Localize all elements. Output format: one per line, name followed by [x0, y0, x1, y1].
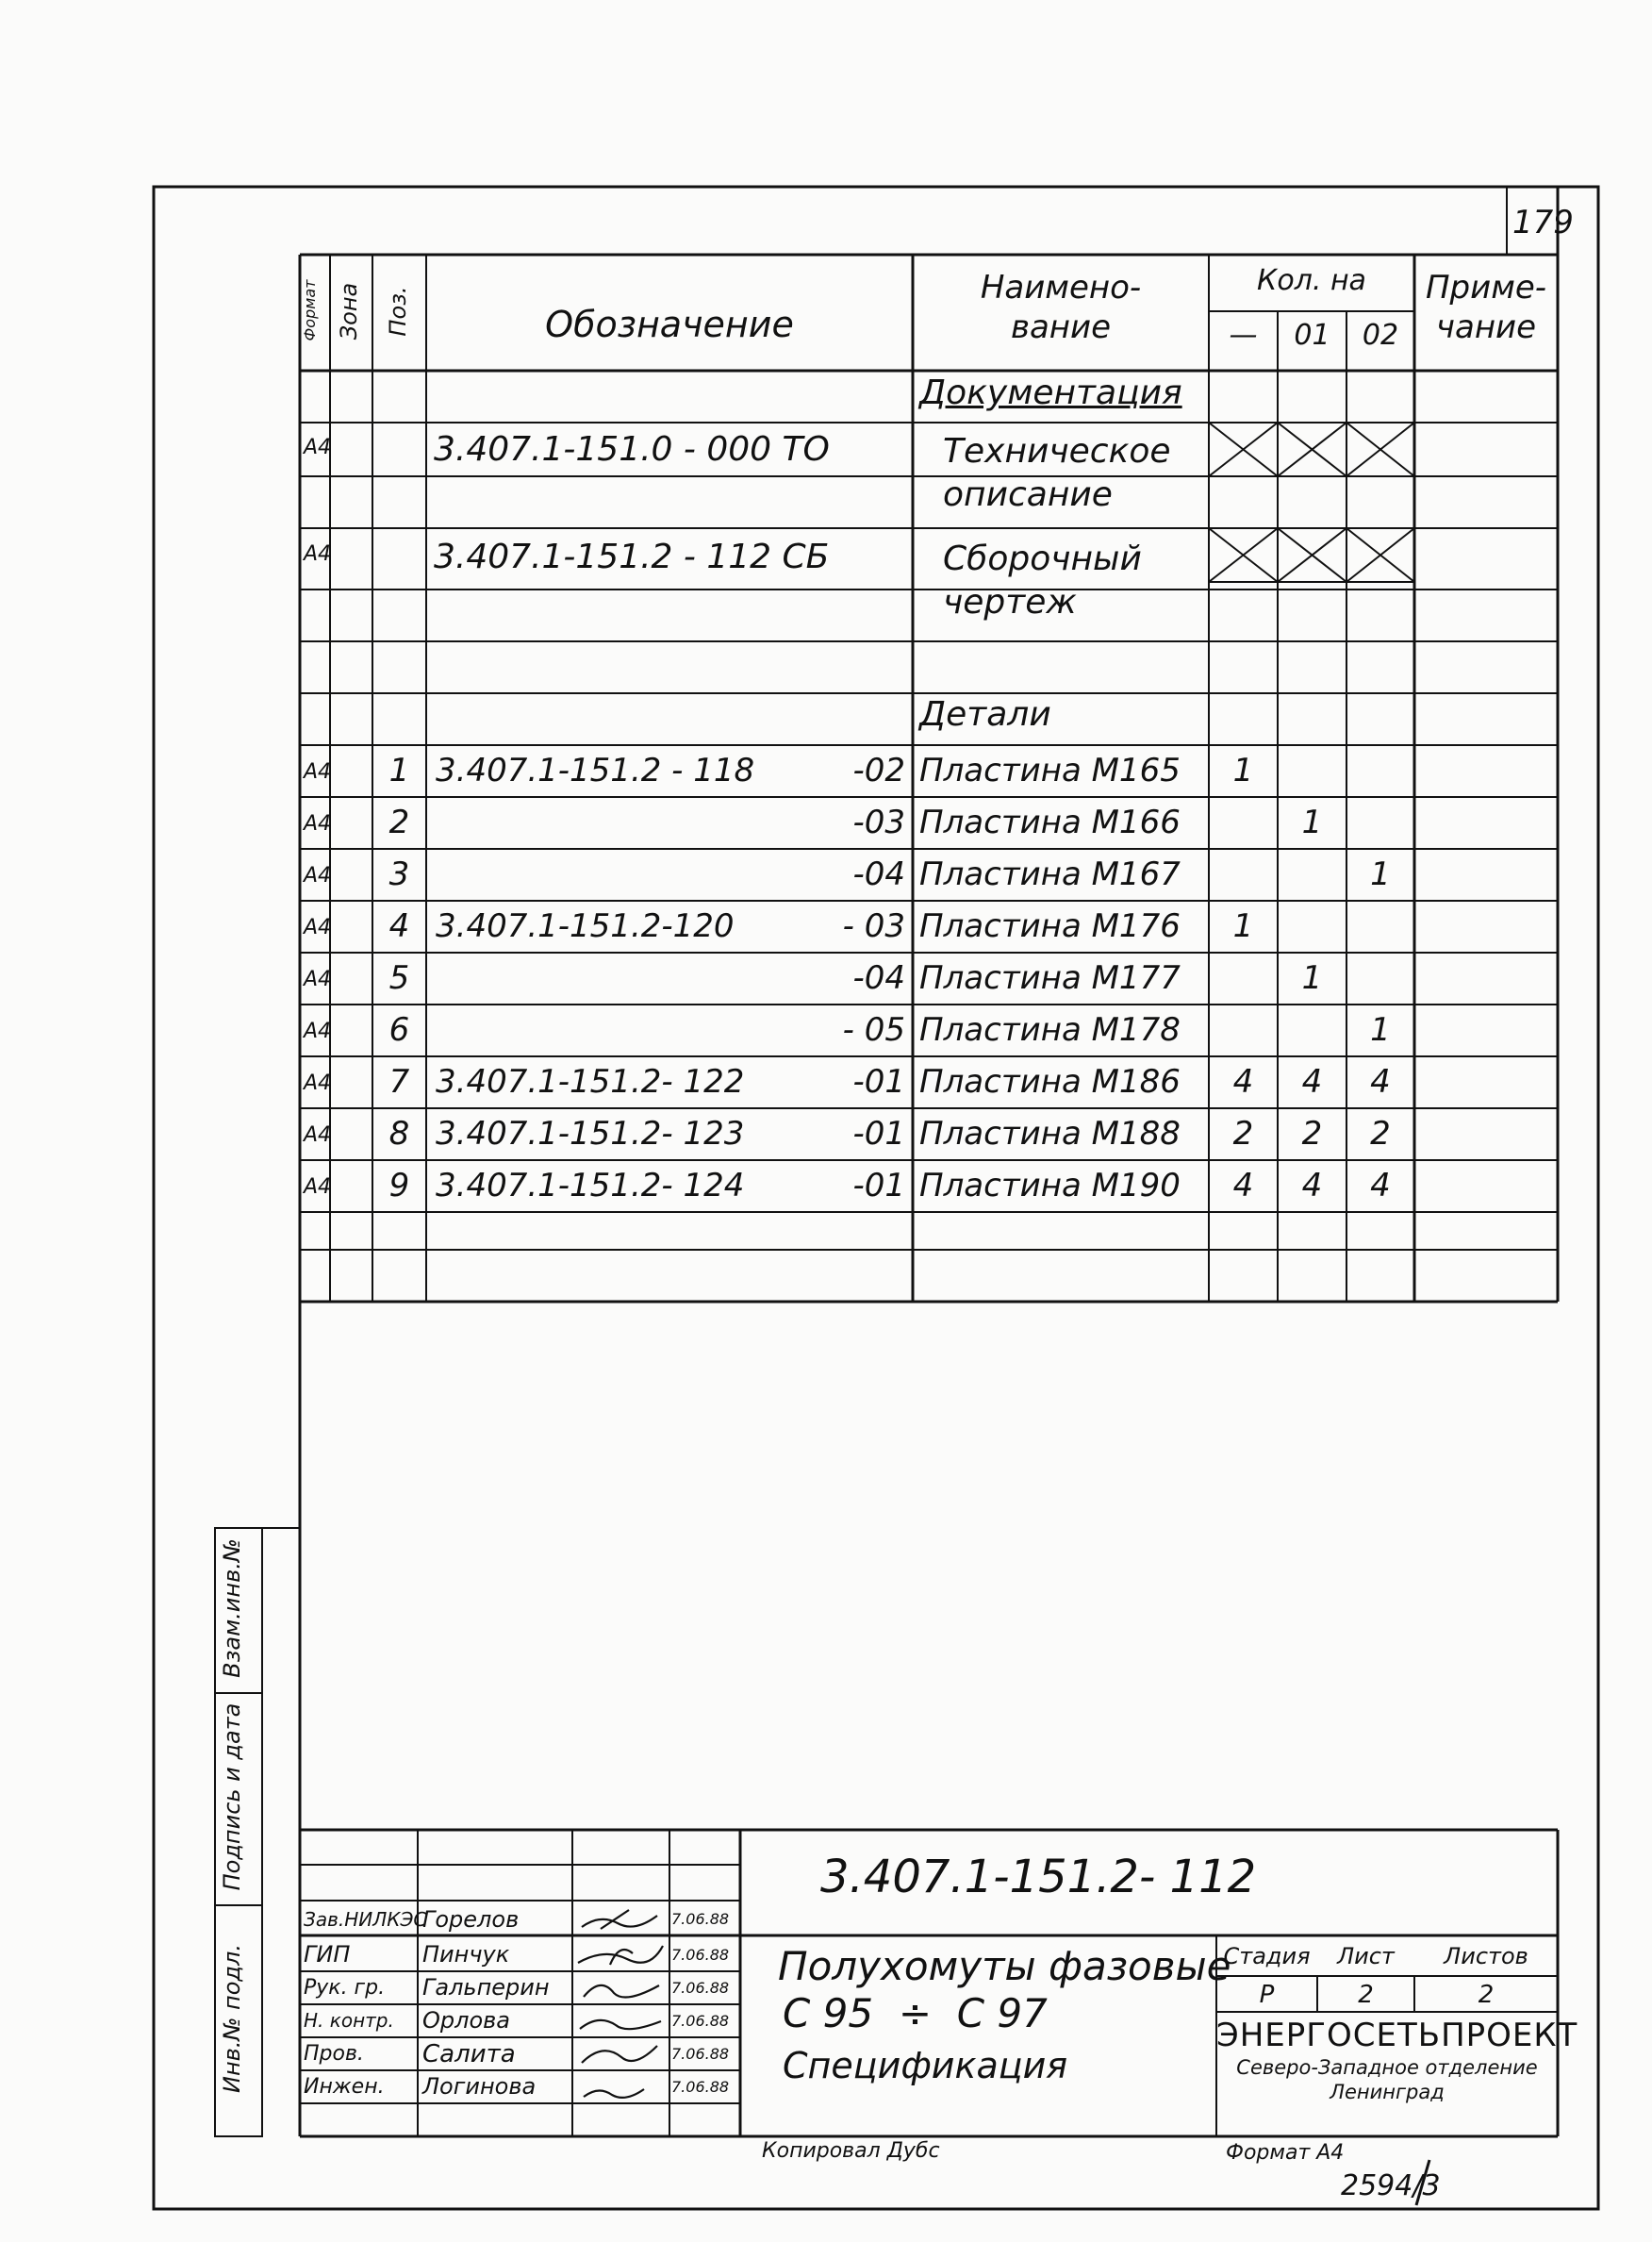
row-format: А4: [304, 1071, 332, 1095]
header-format: Формат: [301, 279, 319, 341]
doc-row-name: [943, 430, 1171, 517]
signer-name: Пинчук: [422, 1941, 510, 1968]
row-suffix: -04: [852, 855, 905, 893]
row-designation: 3.407.1-151.2-120: [436, 907, 735, 945]
row-qty1: 4: [1301, 1167, 1323, 1204]
row-qty1: 1: [1301, 804, 1323, 841]
header-qty-col1: 01: [1294, 319, 1330, 352]
row-format: А4: [304, 1123, 332, 1147]
header-name-line1: Наимено-: [980, 269, 1142, 307]
row-name: Пластина М167: [919, 855, 1181, 893]
header-note-line1: Приме-: [1425, 269, 1547, 307]
row-qty1: 1: [1301, 959, 1323, 997]
row-name: Пластина М178: [919, 1011, 1181, 1049]
stage-value: Р: [1259, 1981, 1275, 2009]
row-qty0: 2: [1232, 1115, 1254, 1153]
stage-label: Стадия: [1223, 1943, 1311, 1969]
row-pos: 8: [388, 1115, 410, 1153]
signer-date: 7.06.88: [671, 2012, 730, 2030]
signer-role: Инжен.: [304, 2075, 385, 2099]
header-qty-col0: —: [1229, 319, 1258, 352]
title-line1: Полухомуты фазовые: [778, 1943, 1231, 1989]
signature-stroke: [582, 1910, 657, 1929]
row-suffix: -03: [852, 804, 905, 841]
signer-date: 7.06.88: [671, 1979, 730, 1997]
row-pos: 9: [388, 1167, 410, 1204]
row-qty2: 1: [1370, 1011, 1391, 1049]
header-note-line2: чание: [1435, 308, 1537, 346]
signer-date: 7.06.88: [671, 1946, 730, 1964]
title-line3: Спецификация: [783, 2045, 1068, 2086]
row-qty0: 1: [1232, 752, 1254, 789]
row-pos: 7: [388, 1063, 410, 1101]
doc-number: 3.407.1-151.2- 112: [820, 1851, 1257, 1903]
org-city: Ленинград: [1330, 2081, 1445, 2103]
side-label-inv-subst: Взам.инв.№: [219, 1538, 245, 1678]
sheet-number: 179: [1512, 204, 1574, 241]
doc-row-format: А4: [304, 542, 332, 566]
row-format: А4: [304, 864, 332, 888]
doc-row-name-line2: чертеж: [943, 583, 1077, 622]
row-format: А4: [304, 968, 332, 991]
row-designation: 3.407.1-151.2 - 118: [436, 752, 755, 789]
row-suffix: - 05: [842, 1011, 905, 1049]
signature-stroke: [578, 1946, 663, 1965]
row-qty1: 4: [1301, 1063, 1323, 1101]
doc-row-name-line1: Сборочный: [943, 540, 1142, 578]
header-qty-col2: 02: [1362, 319, 1399, 352]
row-suffix: -04: [852, 959, 905, 997]
row-name: Пластина М176: [919, 907, 1181, 945]
header-note: [1414, 268, 1558, 347]
sheet-value: 2: [1358, 1981, 1374, 2009]
row-qty1: 2: [1301, 1115, 1323, 1153]
header-qty: Кол. на: [1257, 264, 1366, 297]
signer-name: Салита: [422, 2040, 516, 2068]
header-name: [913, 268, 1209, 347]
signature-stroke: [584, 1985, 659, 1998]
row-pos: 3: [388, 855, 410, 893]
doc-row-name: [943, 538, 1142, 624]
row-name: Пластина М165: [919, 752, 1181, 789]
doc-row-name-line2: описание: [943, 475, 1113, 514]
row-pos: 6: [388, 1011, 410, 1049]
signer-date: 7.06.88: [671, 2045, 730, 2063]
signer-role: Зав.НИЛКЭС: [304, 1908, 427, 1931]
row-name: Пластина М190: [919, 1167, 1181, 1204]
row-format: А4: [304, 1020, 332, 1043]
row-qty0: 4: [1232, 1063, 1254, 1101]
row-format: А4: [304, 760, 332, 784]
section-documentation: Документация: [919, 374, 1182, 412]
header-designation: Обозначение: [545, 304, 794, 345]
row-suffix: -02: [852, 752, 905, 789]
signature-stroke: [582, 2046, 657, 2063]
doc-row-name-line1: Техническое: [943, 432, 1171, 471]
row-designation: 3.407.1-151.2- 124: [436, 1167, 745, 1204]
signature-stroke: [580, 2020, 661, 2029]
row-qty2: 1: [1370, 855, 1391, 893]
row-name: Пластина М177: [919, 959, 1181, 997]
row-qty2: 2: [1370, 1115, 1391, 1153]
row-designation: 3.407.1-151.2- 123: [436, 1115, 745, 1153]
row-format: А4: [304, 1175, 332, 1199]
signer-name: Логинова: [422, 2073, 537, 2100]
signer-role: Рук. гр.: [304, 1976, 386, 2000]
side-label-inv-orig: Инв.№ подл.: [219, 1944, 245, 2093]
row-qty0: 1: [1232, 907, 1254, 945]
sheet-label: Лист: [1337, 1943, 1395, 1969]
row-designation: 3.407.1-151.2- 122: [436, 1063, 745, 1101]
signature-stroke: [584, 2089, 644, 2098]
signer-role: ГИП: [304, 1941, 351, 1968]
signer-name: Гальперин: [422, 1974, 550, 2001]
signer-role: Н. контр.: [304, 2009, 394, 2032]
header-zone: Зона: [336, 282, 362, 340]
side-label-sign-date: Подпись и дата: [219, 1702, 245, 1891]
title-line2: С 95 ÷ С 97: [783, 1990, 1048, 2036]
signatures: [572, 1901, 669, 2136]
row-suffix: -01: [852, 1063, 905, 1101]
row-pos: 4: [388, 907, 410, 945]
row-name: Пластина М186: [919, 1063, 1181, 1101]
signer-name: Горелов: [422, 1906, 520, 1933]
row-format: А4: [304, 812, 332, 836]
footer-archive: 2594/3: [1341, 2169, 1441, 2202]
row-name: Пластина М166: [919, 804, 1181, 841]
signer-date: 7.06.88: [671, 2078, 730, 2096]
row-pos: 2: [388, 804, 410, 841]
header-pos: Поз.: [385, 286, 411, 337]
row-qty2: 4: [1370, 1063, 1391, 1101]
sheets-value: 2: [1478, 1981, 1495, 2009]
row-pos: 1: [388, 752, 410, 789]
signer-name: Орлова: [422, 2007, 510, 2034]
footer-copied: Копировал Дубс: [762, 2139, 940, 2163]
org-branch: Северо-Западное отделение: [1236, 2056, 1538, 2079]
org-name: ЭНЕРГОСЕТЬПРОЕКТ: [1216, 2017, 1578, 2054]
row-format: А4: [304, 916, 332, 939]
row-suffix: - 03: [842, 907, 905, 945]
row-suffix: -01: [852, 1115, 905, 1153]
footer-format: Формат А4: [1226, 2141, 1345, 2165]
section-details: Детали: [919, 695, 1051, 734]
row-suffix: -01: [852, 1167, 905, 1204]
row-name: Пластина М188: [919, 1115, 1181, 1153]
row-qty2: 4: [1370, 1167, 1391, 1204]
doc-row-format: А4: [304, 436, 332, 459]
doc-row-designation: 3.407.1-151.2 - 112 СБ: [434, 538, 830, 576]
sheets-label: Листов: [1444, 1943, 1528, 1969]
row-qty0: 4: [1232, 1167, 1254, 1204]
doc-row-designation: 3.407.1-151.0 - 000 ТО: [434, 430, 830, 469]
signer-date: 7.06.88: [671, 1910, 730, 1928]
signer-role: Пров.: [304, 2042, 364, 2066]
header-name-line2: вание: [1010, 308, 1112, 346]
row-pos: 5: [388, 959, 410, 997]
